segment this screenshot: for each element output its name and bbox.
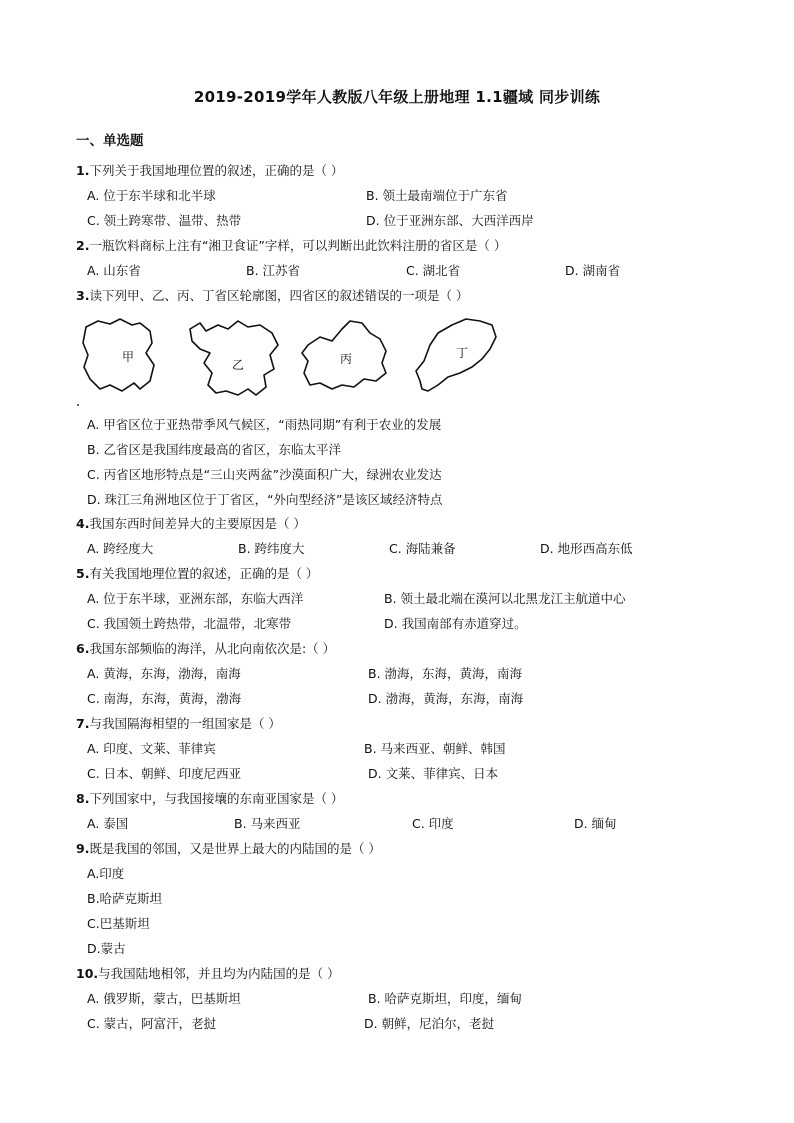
question-text: 下列国家中，与我国接壤的东南亚国家是（ ）: [89, 791, 344, 806]
question-text: 读下列甲、乙、丙、丁省区轮廓图，四省区的叙述错误的一项是（ ）: [89, 288, 469, 303]
option-b: B. 领土最南端位于广东省: [366, 188, 508, 203]
section-heading: 一、单选题: [76, 133, 144, 149]
question-number: 5.: [76, 566, 90, 581]
question-number: 9.: [76, 841, 90, 856]
option-a: A. 位于东半球和北半球: [87, 188, 216, 203]
option-a: A. 黄海，东海，渤海，南海: [87, 666, 241, 681]
question-3: [76, 288, 468, 304]
map-label-jia: 甲: [121, 350, 135, 364]
option-b: B. 哈萨克斯坦，印度，缅甸: [368, 991, 523, 1006]
option-c: C. 南海，东海，黄海，渤海: [87, 691, 242, 706]
option-b: B. 江苏省: [246, 263, 301, 278]
option-a: A. 山东省: [87, 263, 141, 278]
question-number: 4.: [76, 516, 90, 531]
question-text: 与我国隔海相望的一组国家是（ ）: [89, 716, 281, 731]
question-number: 7.: [76, 716, 90, 731]
question-1: [76, 163, 343, 179]
question-number: 6.: [76, 641, 90, 656]
stray-mark: [77, 404, 79, 406]
province-outline-maps: [80, 315, 500, 400]
question-4: [76, 516, 306, 532]
option-d: D. 地形西高东低: [540, 541, 633, 556]
option-c: C.巴基斯坦: [87, 916, 150, 931]
option-a: A.印度: [87, 866, 125, 881]
question-number: 2.: [76, 238, 90, 253]
option-d: D. 渤海，黄海，东海，南海: [368, 691, 524, 706]
option-d: D. 珠江三角洲地区位于丁省区，“外向型经济”是该区域经济特点: [87, 492, 443, 507]
question-text: 与我国陆地相邻，并且均为内陆国的是（ ）: [98, 966, 340, 981]
option-d: D.蒙古: [87, 941, 126, 956]
option-c: C. 日本、朝鲜、印度尼西亚: [87, 766, 242, 781]
option-b: B. 马来西亚: [234, 816, 301, 831]
option-c: C. 蒙古，阿富汗，老挝: [87, 1016, 217, 1031]
question-7: [76, 716, 281, 732]
question-9: [76, 841, 381, 857]
question-number: 3.: [76, 288, 90, 303]
option-d: D. 我国南部有赤道穿过。: [384, 616, 527, 631]
document-title: 2019-2019学年人教版八年级上册地理 1.1疆域 同步训练: [193, 88, 601, 106]
option-b: B. 马来西亚、朝鲜、韩国: [364, 741, 506, 756]
option-c: C. 我国领土跨热带，北温带，北寒带: [87, 616, 292, 631]
question-10: [76, 966, 340, 982]
option-a: A. 跨经度大: [87, 541, 154, 556]
question-8: [76, 791, 343, 807]
option-c: C. 印度: [412, 816, 454, 831]
option-a: A. 俄罗斯，蒙古，巴基斯坦: [87, 991, 241, 1006]
option-c: C. 领土跨寒带、温带、热带: [87, 213, 242, 228]
question-6: [76, 641, 335, 657]
option-d: D. 文莱、菲律宾、日本: [368, 766, 499, 781]
option-d: D. 缅甸: [574, 816, 617, 831]
option-c: C. 湖北省: [406, 263, 461, 278]
question-text: 一瓶饮料商标上注有“湘卫食证”字样，可以判断出此饮料注册的省区是（ ）: [89, 238, 507, 253]
question-text: 下列关于我国地理位置的叙述，正确的是（ ）: [89, 163, 344, 178]
question-number: 8.: [76, 791, 90, 806]
option-a: A. 印度、文莱、菲律宾: [87, 741, 216, 756]
question-text: 我国东部频临的海洋，从北向南依次是:（ ）: [89, 641, 336, 656]
option-a: A. 泰国: [87, 816, 129, 831]
question-text: 既是我国的邻国，又是世界上最大的内陆国的是（ ）: [89, 841, 381, 856]
option-b: B. 乙省区是我国纬度最高的省区，东临太平洋: [87, 442, 342, 457]
option-a: A. 位于东半球，亚洲东部，东临大西洋: [87, 591, 304, 606]
option-b: B. 渤海，东海，黄海，南海: [368, 666, 523, 681]
question-2: [76, 238, 506, 254]
province-map-jia: [83, 319, 154, 391]
option-a: A. 甲省区位于亚热带季风气候区，“雨热同期”有利于农业的发展: [87, 417, 442, 432]
option-b: B. 跨纬度大: [238, 541, 305, 556]
question-number: 1.: [76, 163, 90, 178]
question-text: 有关我国地理位置的叙述，正确的是（ ）: [89, 566, 319, 581]
option-d: D. 朝鲜，尼泊尔，老挝: [364, 1016, 495, 1031]
option-c: C. 海陆兼备: [389, 541, 456, 556]
option-d: D. 位于亚洲东部、大西洋西岸: [366, 213, 534, 228]
map-label-ding: 丁: [455, 346, 469, 360]
question-number: 10.: [76, 966, 99, 981]
option-b: B.哈萨克斯坦: [87, 891, 163, 906]
question-5: [76, 566, 318, 582]
map-label-bing: 丙: [339, 352, 353, 366]
option-c: C. 丙省区地形特点是“三山夹两盆”沙漠面积广大，绿洲农业发达: [87, 467, 442, 482]
map-label-yi: 乙: [231, 358, 245, 372]
option-b: B. 领土最北端在漠河以北黑龙江主航道中心: [384, 591, 626, 606]
question-text: 我国东西时间差异大的主要原因是（ ）: [89, 516, 306, 531]
option-d: D. 湖南省: [565, 263, 621, 278]
